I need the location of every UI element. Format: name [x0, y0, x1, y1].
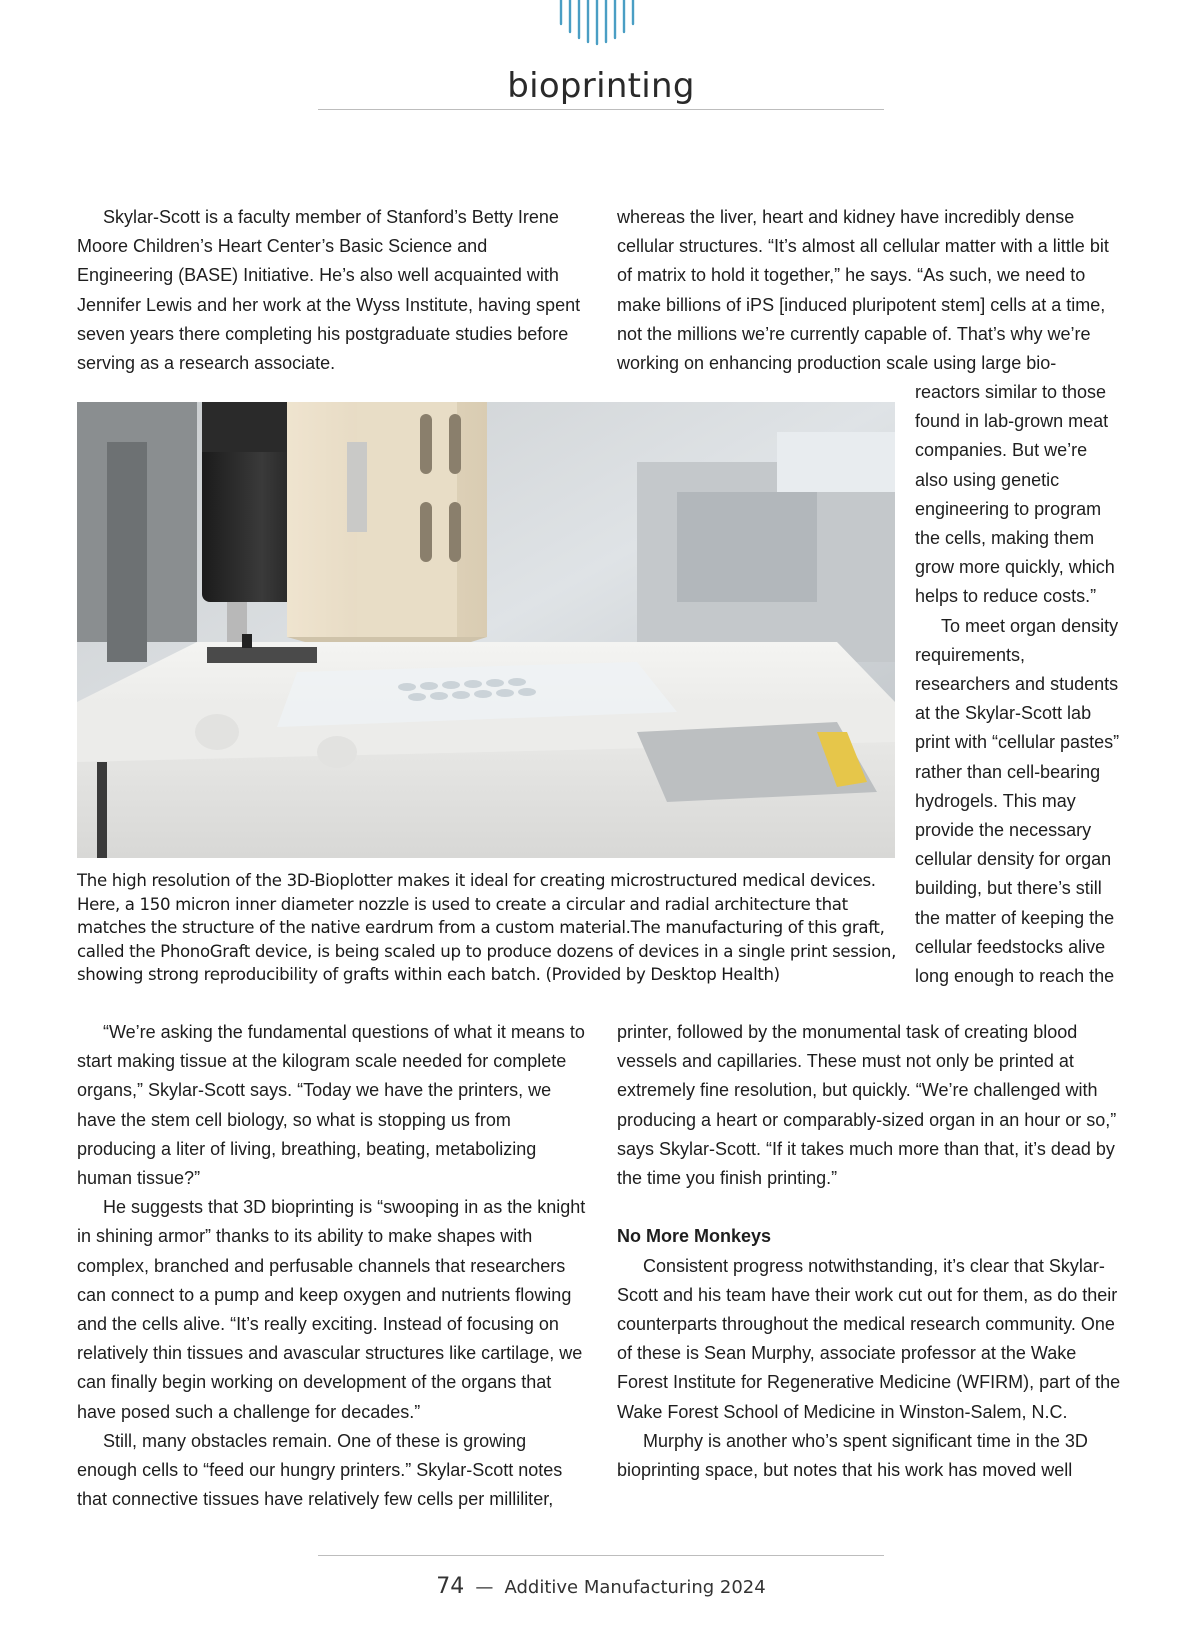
page-number: 74 — [436, 1574, 465, 1599]
paragraph-spacer — [617, 1193, 1127, 1222]
bioprinter-photo — [77, 402, 895, 858]
paragraph: Skylar-Scott is a faculty member of Stanford’s Betty Irene Moore Children’s Heart Center’s Basic Science and Engineering (BASE) Initiative. He’s also well acquainted with Jennifer Lewis and her work at the Wyss Institute, having spent seven years there completing his postgraduate studies before serving as a research associate. — [77, 207, 581, 374]
footer-separator: — — [475, 1577, 494, 1598]
page-footer — [318, 1574, 884, 1599]
header-ornament-icon — [556, 0, 646, 48]
subheading: No More Monkeys — [617, 1226, 772, 1247]
bioprinter-illustration — [77, 402, 895, 858]
publication-name: Additive Manufacturing 2024 — [504, 1577, 766, 1598]
photo-caption: The high resolution of the 3D-Bioplotter makes it ideal for creating microstructured medical devices. Here, a 150 micron inner diameter nozzle is used to create a circular and radial architecture that matches the structure of the native eardrum from a custom material.The manufacturing of this graft, called the PhonoGraft device, is being scaled up to produce dozens of devices in a single print session, showing strong reproducibility of grafts within each batch. (Provided by Desktop Health) — [77, 871, 896, 985]
paragraph: “We’re asking the fundamental questions of what it means to start making tissue at the kilogram scale needed for complete organs,” Skylar-Scott says. “Today we have the printers, we have the stem cell biology, so what is stopping us from producing a liter of living, breathing, beating, metabolizing human tissue?” — [77, 1022, 585, 1189]
paragraph: He suggests that 3D bioprinting is “swooping in as the knight in shining armor” thanks to its ability to make shapes with complex, branched and perfusable channels that researchers can connect to a pump and keep oxygen and nutrients flowing and the cells alive. “It’s really exciting. Instead of focusing on relatively thin tissues and avascular structures like cartilage, we can finally begin working on development of the organs that have posed such a challenge for decades.” — [77, 1197, 586, 1422]
paragraph: To meet organ density requirements, researchers and students at the Skylar-Scott lab print with “cellular pastes” rather than cell-bearing hydrogels. This may provide the necessary cellular density for organ building, but there’s still the matter of keeping the cellular feedstocks alive long enough to reach the — [915, 615, 1120, 987]
paragraph: Murphy is another who’s spent significant time in the 3D bioprinting space, but notes that his work has moved well — [617, 1430, 1088, 1481]
column-bottom-left — [77, 1018, 587, 1514]
paragraph: reactors similar to those found in lab-grown meat companies. But we’re also using genetic engineering to program the cells, making them grow more quickly, which helps to reduce costs.” — [915, 382, 1115, 607]
paragraph: whereas the liver, heart and kidney have incredibly dense cellular structures. “It’s almost all cellular matter with a little bit of matrix to hold it together,” he says. “As such, we need to make billions of iPS [induced pluripotent stem] cells at a time, not the millions we’re currently capable of. That’s why we’re working on enhancing production scale using large bio- — [617, 207, 1109, 374]
column-side — [915, 378, 1125, 991]
paragraph: Still, many obstacles remain. One of these is growing enough cells to “feed our hungry printers.” Skylar-Scott notes that connective tissues have relatively few cells per milliliter, — [77, 1430, 563, 1510]
column-top-right — [617, 203, 1127, 378]
title-divider — [318, 109, 884, 110]
footer-divider — [318, 1555, 884, 1556]
paragraph: printer, followed by the monumental task of creating blood vessels and capillaries. These must not only be printed at extremely fine resolution, but quickly. “We’re challenged with producing a heart or comparably-sized organ in an hour or so,” says Skylar-Scott. “If it takes much more than that, it’s dead by the time you finish printing.” — [617, 1022, 1117, 1189]
section-title: bioprinting — [507, 66, 695, 106]
column-top-left — [77, 203, 587, 378]
column-bottom-right — [617, 1018, 1127, 1485]
paragraph: Consistent progress notwithstanding, it’s clear that Skylar-Scott and his team have their work cut out for them, as do their counterparts throughout the medical research community. One of these is Sean Murphy, associate professor at the Wake Forest Institute for Regenerative Medicine (WFIRM), part of the Wake Forest School of Medicine in Winston-Salem, N.C. — [617, 1255, 1121, 1422]
